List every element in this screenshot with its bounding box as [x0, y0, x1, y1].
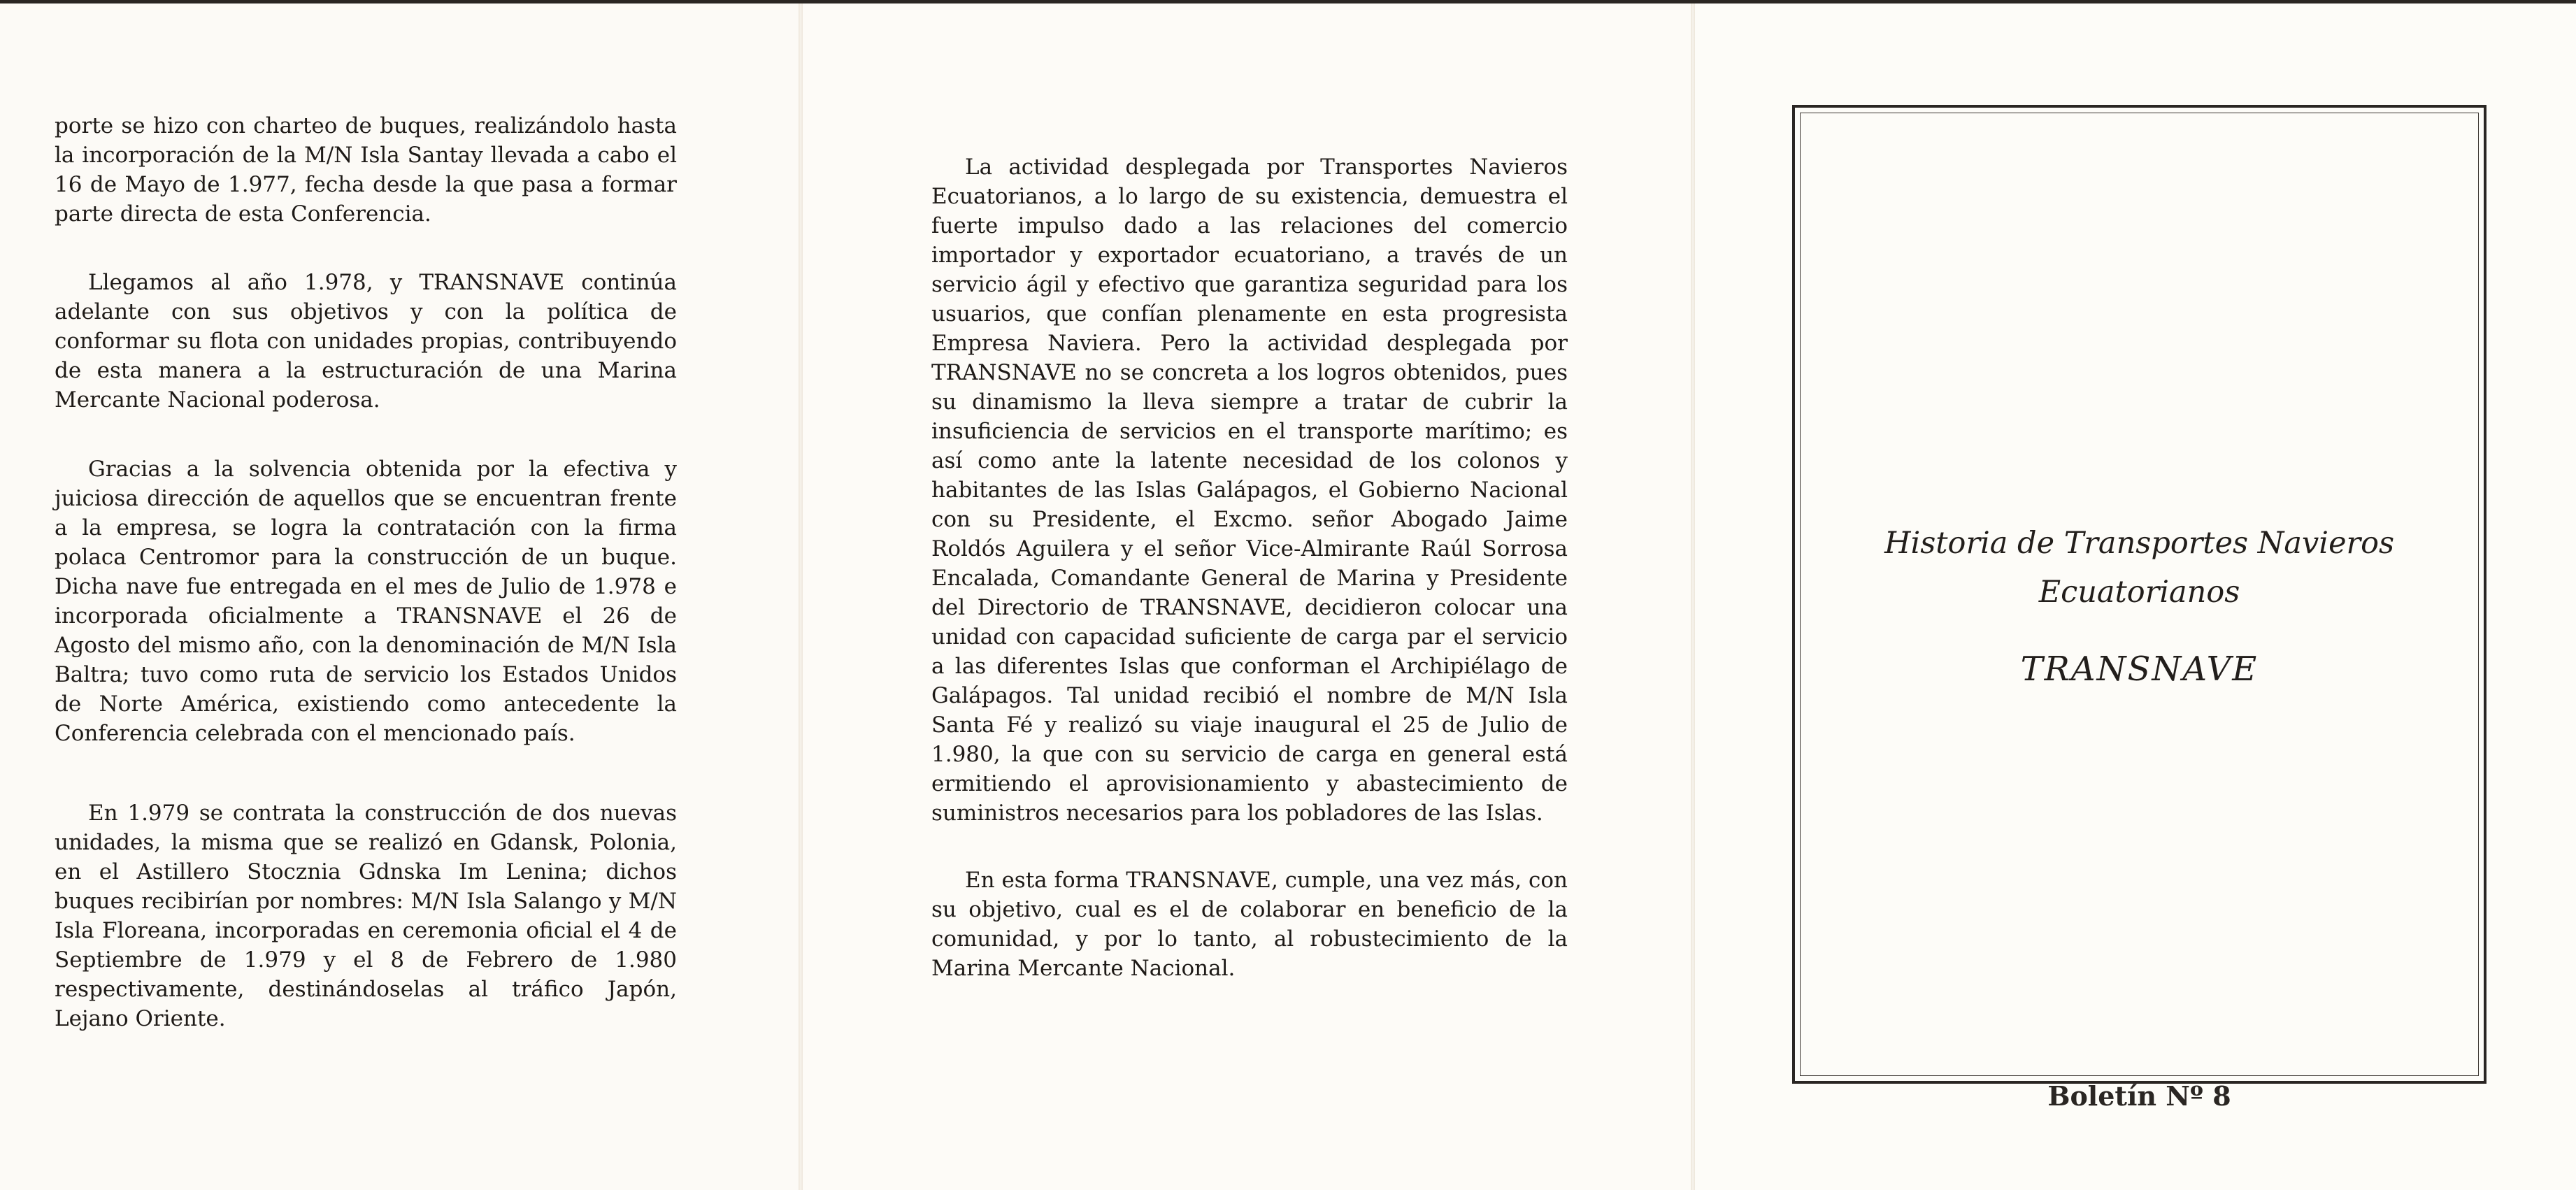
middle-paragraph-2: En esta forma TRANSNAVE, cumple, una vez más, con su objetivo, cual es el de colaborar en beneficio de la comunidad, y por lo tanto, al robustecimiento de la Marina Mercante Nacional. [931, 868, 1568, 981]
left-paragraph-3: Gracias a la solvencia obtenida por la efectiva y juiciosa dirección de aquellos que se encuentran frente a la empresa, se logra la contratación con la firma polaca Centromor para la construcción de un buque. Dicha nave fue entregada en el mes de Julio de 1.978 e incorporada oficialmente a TRANSNAVE el 26 de Agosto del mismo año, con la denominación de M/N Isla Baltra; tuvo como ruta de servicio los Estados Unidos de Norte América, existiendo como antecedente la Conferencia celebrada con el mencionado país. [55, 457, 677, 746]
cover-brand-name: TRANSNAVE [2020, 650, 2259, 689]
cover-title-block [1800, 519, 2479, 694]
fold-line-left [799, 3, 803, 1190]
cover-title-line-1: Historia de Transportes Navieros [1884, 526, 2395, 561]
middle-paragraph-1: La actividad desplegada por Transportes Navieros Ecuatorianos, a lo largo de su existencia, demuestra el fuerte impulso dado a las relaciones del comercio importador y exportador ecuatoriano, a través de un servicio ágil y efectivo que garantiza seguridad para los usuarios, que confían plenamente en esta progresista Empresa Naviera. Pero la actividad desplegada por TRANSNAVE no se concreta a los logros obtenidos, pues su dinamismo la lleva siempre a tratar de cubrir la insuficiencia de servicios en el transporte marítimo; es así como ante la latente necesidad de los colonos y habitantes de las Islas Galápagos, el Gobierno Nacional con su Presidente, el Excmo. señor Abogado Jaime Roldós Aguilera y el señor Vice-Almirante Raúl Sorrosa Encalada, Comandante General de Marina y Presidente del Directorio de TRANSNAVE, decidieron colocar una unidad con capacidad suficiente de carga par el servicio a las diferentes Islas que conforman el Archipiélago de Galápagos. Tal unidad recibió el nombre de M/N Isla Santa Fé y realizó su viaje inaugural el 25 de Julio de 1.980, la que con su servicio de carga en general está ermitiendo el aprovisionamiento y abastecimiento de suministros necesarios para los pobladores de las Islas. [931, 155, 1568, 826]
left-paragraph-1: porte se hizo con charteo de buques, realizándolo hasta la incorporación de la M/N Isla Santay llevada a cabo el 16 de Mayo de 1.977, fecha desde la que pasa a formar parte directa de esta Conferencia. [55, 113, 677, 227]
cover-title-line-2: Ecuatorianos [2038, 575, 2240, 610]
left-paragraph-4: En 1.979 se contrata la construcción de dos nuevas unidades, la misma que se realizó en Gdansk, Polonia, en el Astillero Stocznia Gdnska Im Lenina; dichos buques recibirían por nombres: M/N Isla Salango y M/N Isla Floreana, incorporadas en ceremonia oficial el 4 de Septiembre de 1.979 y el 8 de Febrero de 1.980 respectivamente, destinándoselas al tráfico Japón, Lejano Oriente. [55, 801, 677, 1031]
bulletin-number: Boletín Nº 8 [2047, 1080, 2231, 1112]
left-text-column [55, 111, 677, 1033]
left-paragraph-2: Llegamos al año 1.978, y TRANSNAVE continúa adelante con sus objetivos y con la política de conformar su flota con unidades propias, contribuyendo de esta manera a la estructuración de una Marina Mercante Nacional poderosa. [55, 270, 677, 413]
middle-text-column [931, 152, 1568, 983]
fold-line-right [1691, 3, 1695, 1190]
